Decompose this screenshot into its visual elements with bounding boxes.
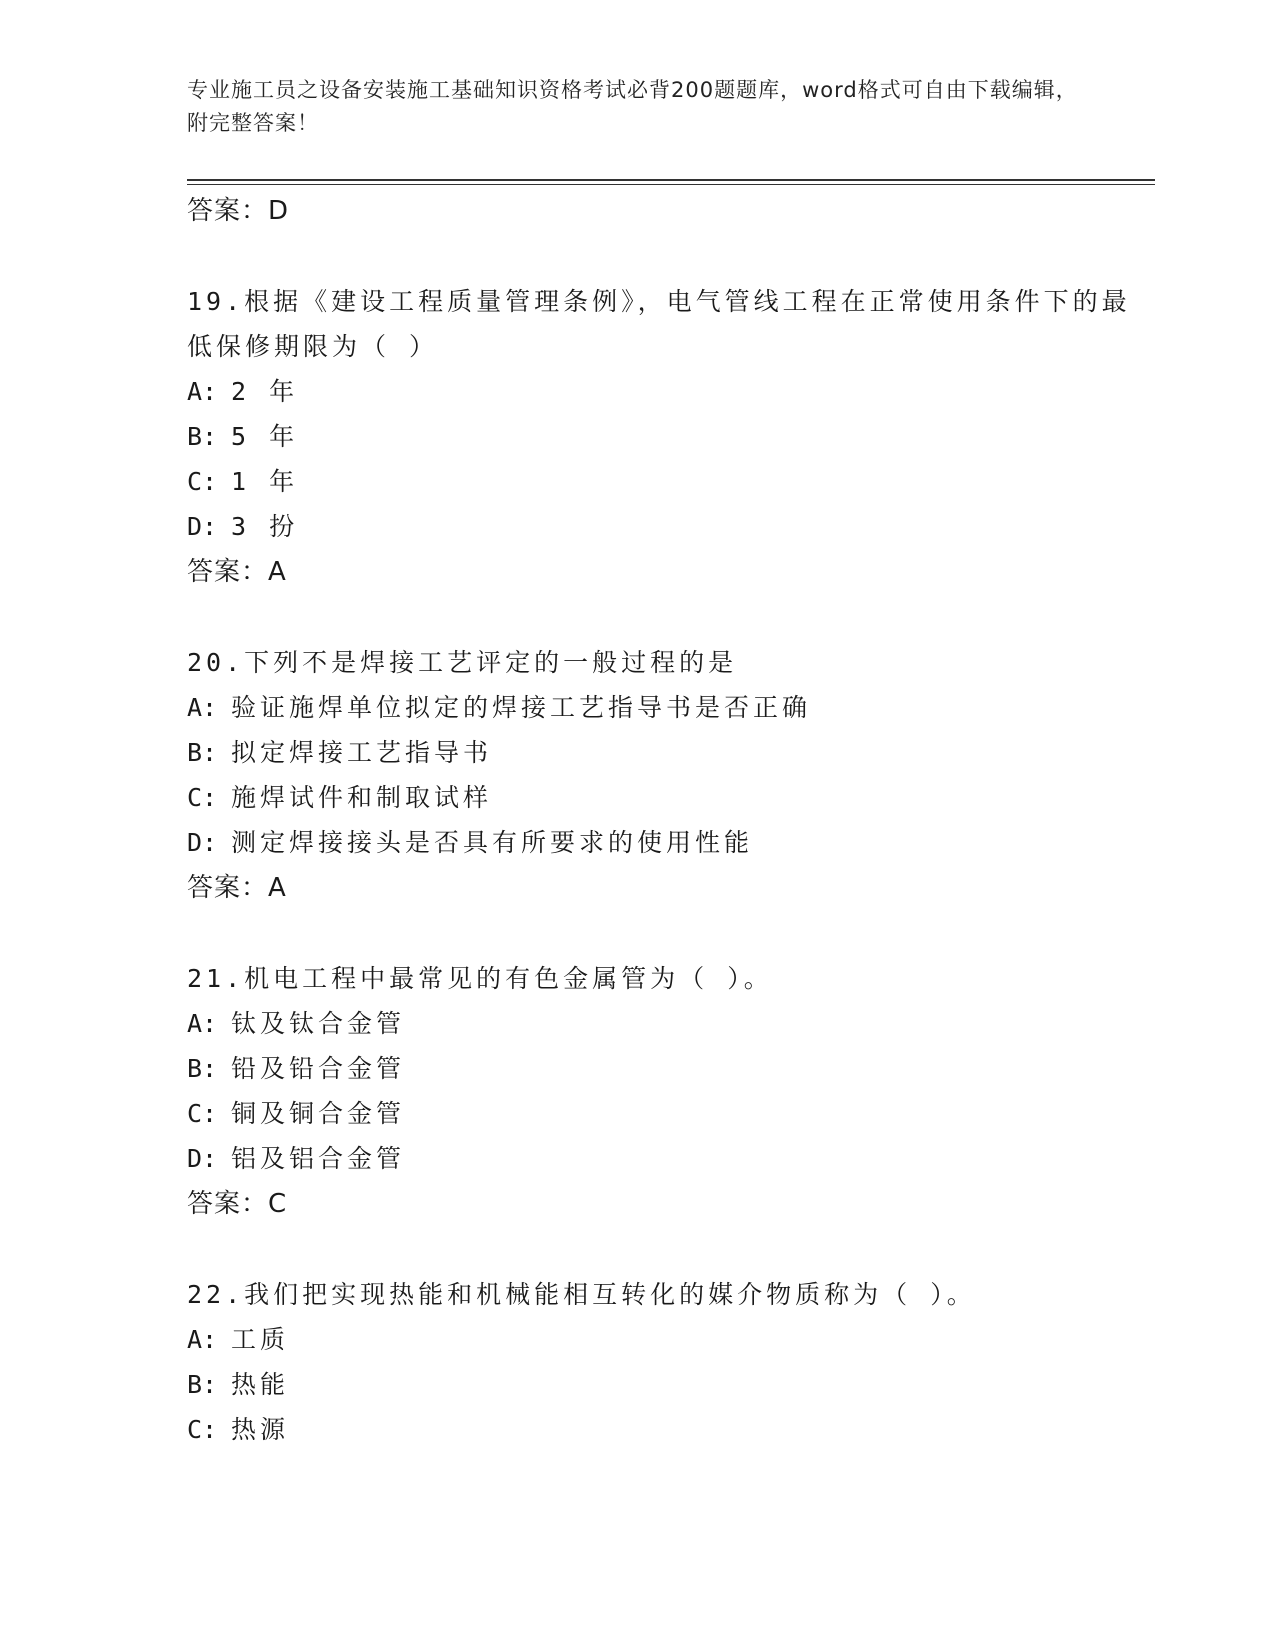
option-b xyxy=(187,1046,1147,1091)
option-text: 铅及铅合金管 xyxy=(231,1054,406,1083)
question-stem: 21.机电工程中最常见的有色金属管为（ ）。 xyxy=(187,964,773,993)
option-text: 测定焊接接头是否具有所要求的使用性能 xyxy=(231,828,754,857)
option-b xyxy=(187,414,1147,459)
option-key: A: xyxy=(187,693,218,722)
option-key: A: xyxy=(187,1325,218,1354)
option-text: 5 年 xyxy=(231,422,299,451)
option-key: B: xyxy=(187,1054,218,1083)
option-text: 拟定焊接工艺指导书 xyxy=(231,738,493,767)
option-a xyxy=(187,1317,1147,1362)
option-key: A: xyxy=(187,1009,218,1038)
option-key: C: xyxy=(187,467,218,496)
answer-line: 答案：A xyxy=(187,557,287,587)
answer-line: 答案：C xyxy=(187,1189,288,1219)
question-stem: 20.下列不是焊接工艺评定的一般过程的是 xyxy=(187,648,738,677)
option-key: D: xyxy=(187,828,218,857)
option-key: D: xyxy=(187,1144,218,1173)
question-stem: 22.我们把实现热能和机械能相互转化的媒介物质称为（ ）。 xyxy=(187,1280,976,1309)
header-rule-bottom xyxy=(187,184,1155,185)
option-text: 3 扮 xyxy=(231,512,299,541)
option-d xyxy=(187,1136,1147,1181)
document-title: 专业施工员之设备安装施工基础知识资格考试必背200题题库，word格式可自由下载编辑，附完整答案！ xyxy=(187,78,1078,135)
option-key: B: xyxy=(187,738,218,767)
option-text: 2 年 xyxy=(231,377,299,406)
option-a xyxy=(187,1001,1147,1046)
question-20 xyxy=(187,640,1147,911)
option-c xyxy=(187,1091,1147,1136)
option-key: C: xyxy=(187,1099,218,1128)
option-key: C: xyxy=(187,1415,218,1444)
option-c xyxy=(187,459,1147,504)
header-rule-top xyxy=(187,179,1155,181)
option-d xyxy=(187,820,1147,865)
question-22 xyxy=(187,1272,1147,1452)
option-text: 施焊试件和制取试样 xyxy=(231,783,493,812)
question-21 xyxy=(187,956,1147,1227)
option-a xyxy=(187,685,1147,730)
option-c xyxy=(187,775,1147,820)
option-key: C: xyxy=(187,783,218,812)
option-text: 铝及铝合金管 xyxy=(231,1144,406,1173)
option-d xyxy=(187,504,1147,549)
option-text: 1 年 xyxy=(231,467,299,496)
option-key: D: xyxy=(187,512,218,541)
option-text: 钛及钛合金管 xyxy=(231,1009,406,1038)
option-key: B: xyxy=(187,422,218,451)
option-text: 热能 xyxy=(231,1370,290,1399)
answer-line: 答案：D xyxy=(187,196,290,226)
option-text: 验证施焊单位拟定的焊接工艺指导书是否正确 xyxy=(231,693,812,722)
option-key: A: xyxy=(187,377,218,406)
option-b xyxy=(187,730,1147,775)
option-text: 工质 xyxy=(231,1325,290,1354)
question-list xyxy=(187,188,1147,1452)
option-a xyxy=(187,369,1147,414)
option-c xyxy=(187,1407,1147,1452)
answer-line: 答案：A xyxy=(187,873,287,903)
question-19 xyxy=(187,279,1147,595)
option-key: B: xyxy=(187,1370,218,1399)
option-text: 热源 xyxy=(231,1415,290,1444)
option-b xyxy=(187,1362,1147,1407)
question-stem: 19.根据《建设工程质量管理条例》，电气管线工程在正常使用条件下的最低保修期限为（ ） xyxy=(187,287,1131,361)
option-text: 铜及铜合金管 xyxy=(231,1099,406,1128)
document-header xyxy=(187,74,1087,140)
